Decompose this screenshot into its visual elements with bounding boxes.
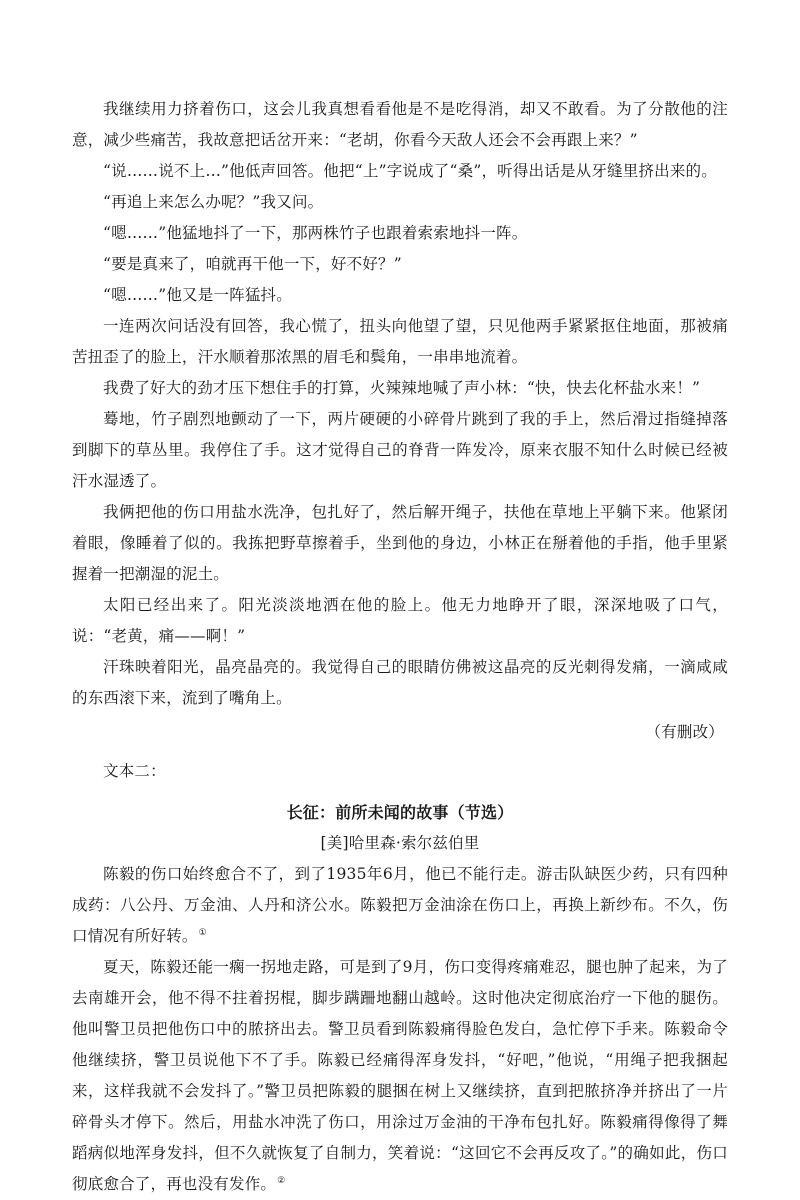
paragraph <box>72 859 728 952</box>
paragraph: “说……说不上…”他低声回答。他把“上”字说成了“桑”，听得出话是从牙缝里挤出来的。 <box>103 162 717 180</box>
revision-note: （有删改） <box>645 723 724 741</box>
paragraph: 太阳已经出来了。阳光淡淡地洒在他的脸上。他无力地睁开了眼，深深地吸了口气，说：“老黄，痛——啊！” <box>72 596 728 645</box>
paragraph: “嗯……”他猛地抖了一下，那两株竹子也跟着索索地抖一阵。 <box>103 224 528 242</box>
paragraph: 我费了好大的劲才压下想住手的打算，火辣辣地喊了声小林：“快，快去化杯盐水来！” <box>103 379 701 397</box>
paragraph-text: 陈毅的伤口始终愈合不了，到了1935年6月，他已不能行走。游击队缺医少药，只有四种成药：八公丹、万金油、人丹和济公水。陈毅把万金油涂在伤口上，再换上新纱布。不久，伤口情况有所好转。 <box>72 865 728 945</box>
text-two-label: 文本二： <box>103 762 166 780</box>
footnote-marker[interactable]: ② <box>277 1176 286 1186</box>
paragraph: “要是真来了，咱就再干他一下，好不好？” <box>103 255 402 273</box>
excerpt-author: [美]哈里森·索尔兹伯里 <box>320 834 480 852</box>
text-two-excerpt <box>72 797 728 1200</box>
paragraph <box>72 952 728 1200</box>
paragraph: 蓦地，竹子剧烈地颤动了一下，两片硬硬的小碎骨片跳到了我的手上，然后滑过指缝掉落到脚下的草丛里。我停住了手。这才觉得自己的脊背一阵发冷，原来衣服不知什么时候已经被汗水湿透了。 <box>72 410 728 490</box>
text-one-excerpt <box>72 94 728 748</box>
paragraph: 一连两次问话没有回答，我心慌了，扭头向他望了望，只见他两手紧紧抠住地面，那被痛苦扭歪了的脸上，汗水顺着那浓黑的眉毛和鬓角，一串串地流着。 <box>72 317 728 366</box>
excerpt-title: 长征：前所未闻的故事（节选） <box>286 803 514 822</box>
paragraph: “再追上来怎么办呢？”我又问。 <box>103 193 324 211</box>
paragraph-text: 夏天，陈毅还能一瘸一拐地走路，可是到了9月，伤口变得疼痛难忍，腿也肿了起来，为了去南雄开会，他不得不拄着拐棍，脚步蹒跚地翻山越岭。这时他决定彻底治疗一下他的腿伤。他叫警卫员把他伤口中的脓挤出去。警卫员看到陈毅痛得脸色发白，急忙停下手来。陈毅命令他继续挤，警卫员说他下不了手。陈毅已经痛得浑身发抖，“好吧，”他说，“用绳子把我捆起来，这样我就不会发抖了。”警卫员把陈毅的腿捆在树上又继续挤，直到把脓挤净并挤出了一片碎骨头才停下。然后，用盐水冲洗了伤口，用涂过万金油的干净布包扎好。陈毅痛得像得了舞蹈病似地浑身发抖，但不久就恢复了自制力，笑着说：“这回它不会再反攻了。”的确如此，伤口彻底愈合了，再也没有发作。 <box>72 958 728 1193</box>
footnote-marker[interactable]: ① <box>198 928 207 938</box>
paragraph: 我继续用力挤着伤口，这会儿我真想看看他是不是吃得消，却又不敢看。为了分散他的注意，减少些痛苦，我故意把话岔开来：“老胡，你看今天敌人还会不会再跟上来？” <box>72 100 728 149</box>
paragraph: “嗯……”他又是一阵猛抖。 <box>103 286 292 304</box>
paragraph: 我俩把他的伤口用盐水洗净，包扎好了，然后解开绳子，扶他在草地上平躺下来。他紧闭着眼，像睡着了似的。我拣把野草擦着手，坐到他的身边，小林正在掰着他的手指，他手里紧握着一把潮湿的泥土。 <box>72 503 728 583</box>
paragraph: 汗珠映着阳光，晶亮晶亮的。我觉得自己的眼睛仿佛被这晶亮的反光刺得发痛，一滴咸咸的东西滚下来，流到了嘴角上。 <box>72 658 728 707</box>
